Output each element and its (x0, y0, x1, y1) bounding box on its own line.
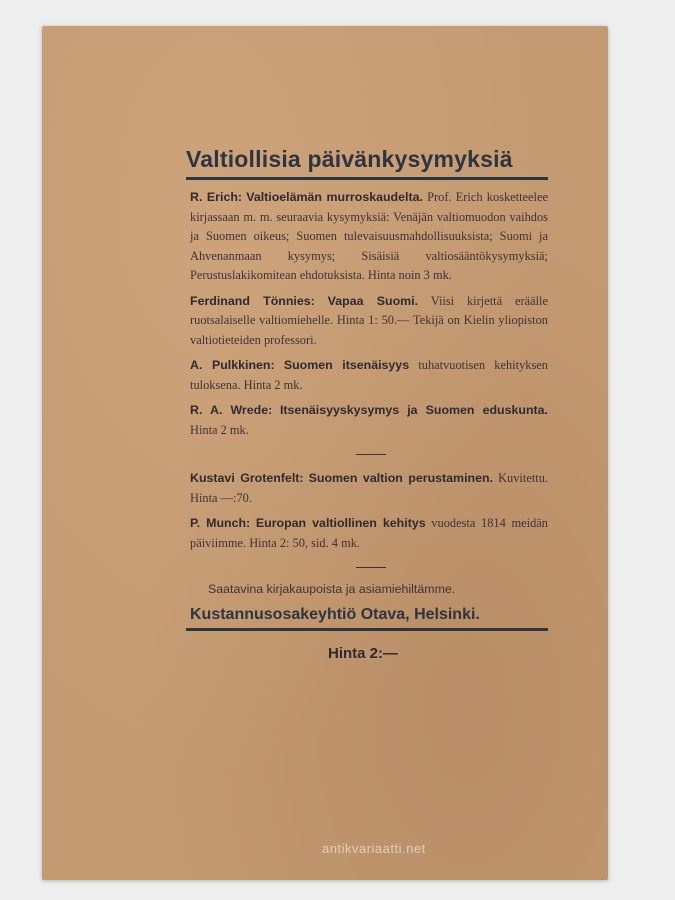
watermark-text: antikvariaatti.net (322, 841, 426, 856)
entry-text: Hinta 2 mk. (190, 422, 249, 437)
advertisement-content (148, 146, 548, 662)
entry-author: Kustavi Grotenfelt: (190, 471, 304, 485)
entry-text: Prof. Erich kosketteelee kirjassaan m. m. seuraavia kysymyksiä: Venäjän valtiomuodon vaihdos ja Suomen oikeus; Suomen tulevaisuusmahdollisuuksista; Suomi ja Ahvenanmaan kysymys; Sisäisiä valtiosääntökysymyksiä; Perustuslakikomitean ehdotuksista. Hinta noin 3 mk. (190, 190, 548, 282)
entry-title: Valtioelämän murroskaudelta. (246, 190, 423, 204)
entry-title: Suomen valtion perustaminen. (308, 471, 493, 485)
entry-title: Itsenäisyyskysymys ja Suomen eduskunta. (279, 403, 548, 417)
separator (356, 567, 386, 568)
entry-title: Europan valtiollinen kehitys (255, 516, 426, 530)
entry-title: Suomen itsenäisyys (283, 358, 410, 372)
entry-author: A. Pulkkinen: (190, 358, 275, 372)
entry-text: Kuvitettu. Hinta —:70. (190, 471, 548, 505)
entry-title: Vapaa Suomi. (327, 293, 419, 308)
entry-erich (190, 188, 548, 286)
entry-text: Viisi kirjettä eräälle ruotsalaiselle valtiomiehelle. Hinta 1: 50.— Tekijä on Kielin yliopiston valtiotieteiden professori. (190, 293, 548, 347)
entry-grotenfelt (190, 469, 548, 508)
entry-author: R. Erich: (190, 190, 243, 204)
entry-author: R. A. Wrede: (190, 403, 273, 417)
entry-text: tuhatvuotisen kehityksen tuloksena. Hinta 2 mk. (190, 358, 548, 392)
entry-wrede (190, 401, 548, 440)
entry-author: Ferdinand Tönnies: (190, 293, 315, 308)
entry-author: P. Munch: (190, 516, 251, 530)
entry-pulkkinen (190, 356, 548, 395)
availability-note: Saatavina kirjakaupoista ja asiamiehiltämme. (208, 582, 456, 596)
entry-tonnies (190, 292, 548, 351)
price-label: Hinta 2:— (328, 645, 399, 662)
bottom-rule (186, 628, 548, 631)
separator (356, 454, 386, 455)
entry-munch (190, 514, 548, 553)
book-back-cover (42, 26, 608, 880)
entry-text: vuodesta 1814 meidän päiviimme. Hinta 2: 50, sid. 4 mk. (190, 516, 548, 550)
top-rule (186, 177, 548, 180)
page-title: Valtiollisia päivänkysymyksiä (186, 146, 513, 172)
publisher-name: Kustannusosakeyhtiö Otava, Helsinki. (190, 606, 480, 623)
